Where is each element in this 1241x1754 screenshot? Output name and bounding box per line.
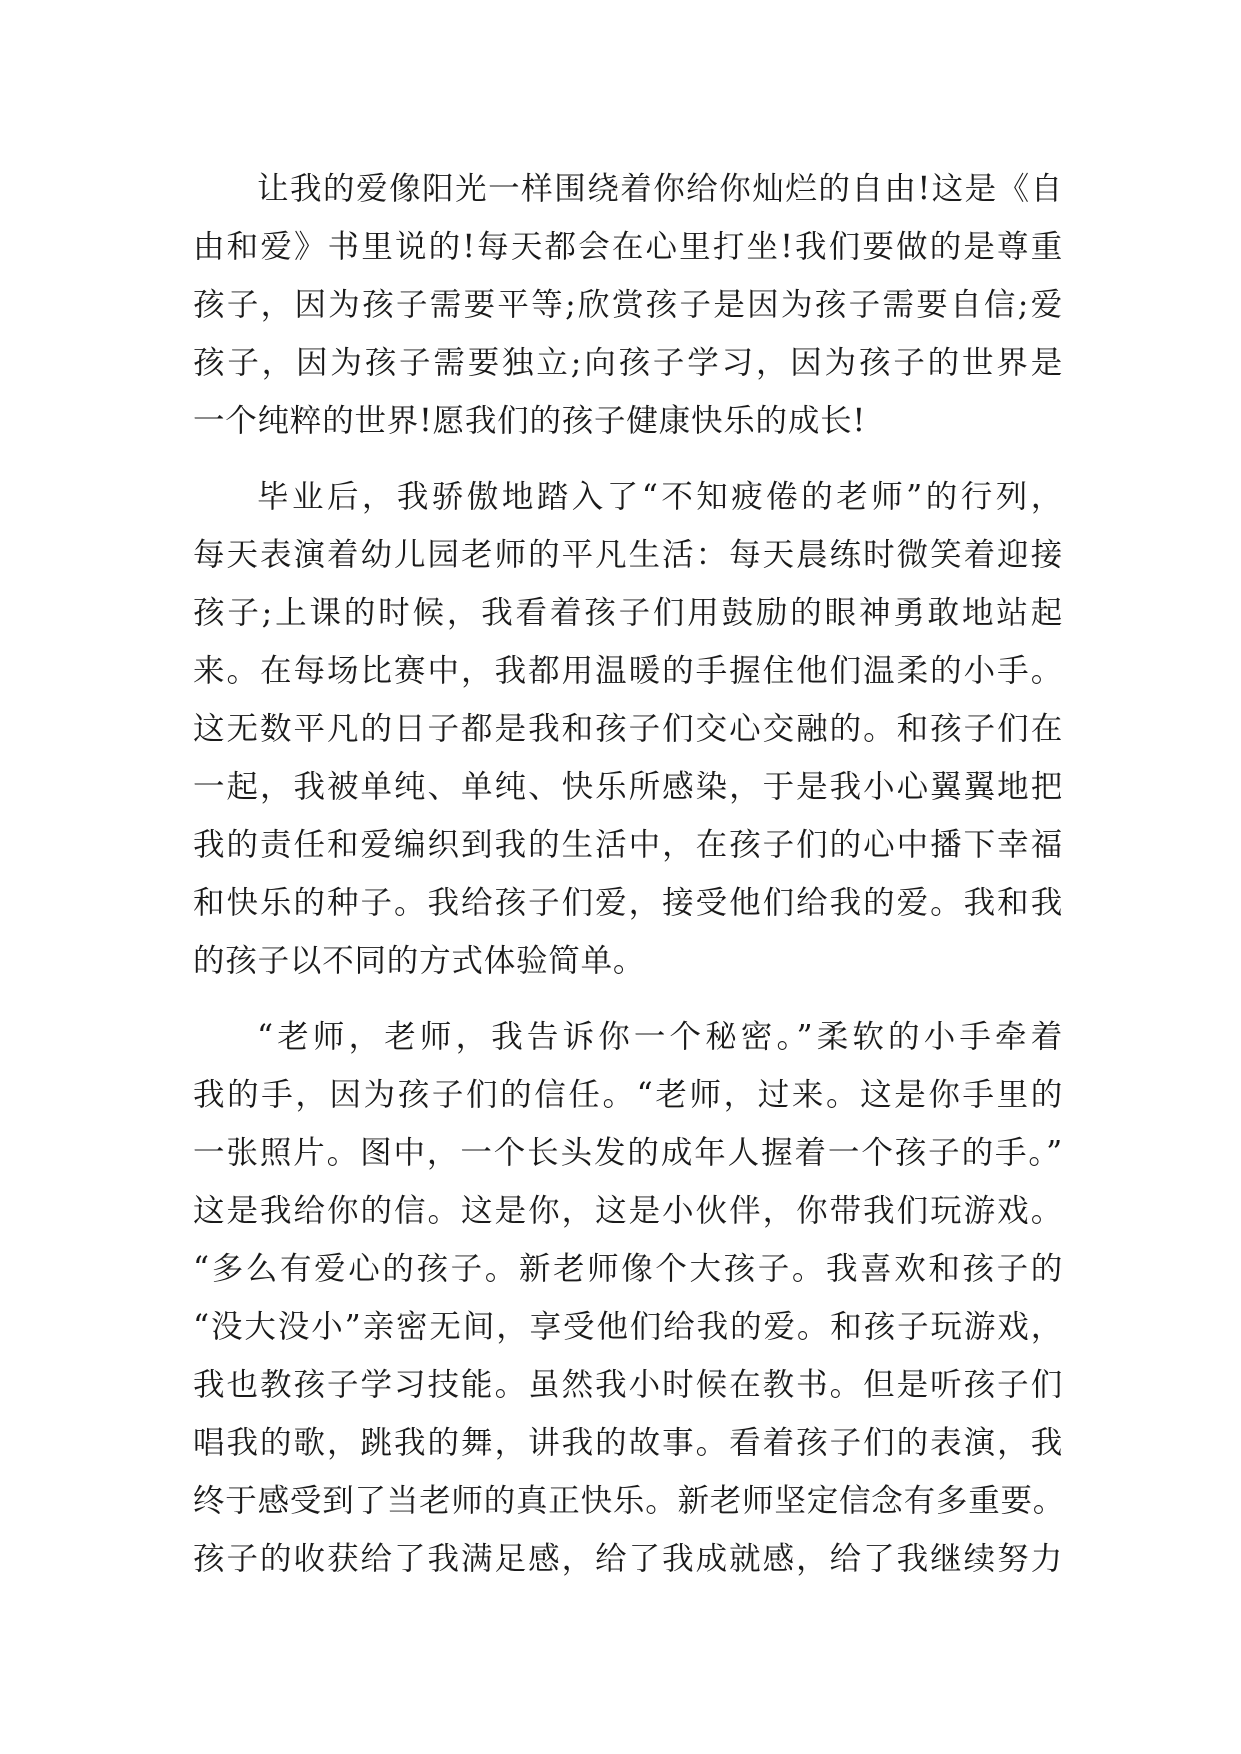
paragraph-3-line-1: “老师，老师，我告诉你一个秘密。”柔软的小手牵着 [257,1019,1063,1055]
paragraph-2-line-5: 这无数平凡的日子都是我和孩子们交心交融的。和孩子们在 [193,711,1063,747]
paragraph-2-line-3: 孩子;上课的时候，我看着孩子们用鼓励的眼神勇敢地站起 [193,595,1063,631]
paragraph-3-line-8: 唱我的歌，跳我的舞，讲我的故事。看着孩子们的表演，我 [193,1425,1063,1461]
paragraph-3-line-2: 我的手，因为孩子们的信任。“老师，过来。这是你手里的 [193,1077,1063,1113]
paragraph-3-line-5: “多么有爱心的孩子。新老师像个大孩子。我喜欢和孩子的 [193,1251,1063,1287]
paragraph-2-line-9: 的孩子以不同的方式体验简单。 [193,943,646,979]
paragraph-3-line-4: 这是我给你的信。这是你，这是小伙伴，你带我们玩游戏。 [193,1193,1063,1229]
paragraph-3-line-9: 终于感受到了当老师的真正快乐。新老师坚定信念有多重要。 [193,1483,1066,1519]
document-body [193,160,1066,1588]
paragraph-3-line-3: 一张照片。图中，一个长头发的成年人握着一个孩子的手。” [193,1135,1063,1171]
paragraph-1-line-1: 让我的爱像阳光一样围绕着你给你灿烂的自由!这是《自 [257,171,1063,207]
paragraph-1-line-5: 一个纯粹的世界!愿我们的孩子健康快乐的成长! [193,403,866,439]
paragraph-2-line-2: 每天表演着幼儿园老师的平凡生活：每天晨练时微笑着迎接 [193,537,1063,573]
paragraph-3-line-7: 我也教孩子学习技能。虽然我小时候在教书。但是听孩子们 [193,1367,1063,1403]
paragraph-2-line-1: 毕业后，我骄傲地踏入了“不知疲倦的老师”的行列， [257,479,1063,515]
paragraph-2-line-7: 我的责任和爱编织到我的生活中，在孩子们的心中播下幸福 [193,827,1063,863]
paragraph-3-line-6: “没大没小”亲密无间，享受他们给我的爱。和孩子玩游戏， [193,1309,1063,1345]
paragraph-1-line-2: 由和爱》书里说的!每天都会在心里打坐!我们要做的是尊重 [193,229,1063,265]
paragraph-2-line-4: 来。在每场比赛中，我都用温暖的手握住他们温柔的小手。 [193,653,1063,689]
paragraph-2-line-8: 和快乐的种子。我给孩子们爱，接受他们给我的爱。我和我 [193,885,1063,921]
paragraph-1-line-4: 孩子，因为孩子需要独立;向孩子学习，因为孩子的世界是 [193,345,1063,381]
paragraph-3-line-10: 孩子的收获给了我满足感，给了我成就感，给了我继续努力 [193,1541,1063,1577]
paragraph-2-line-6: 一起，我被单纯、单纯、快乐所感染，于是我小心翼翼地把 [193,769,1063,805]
paragraph-1-line-3: 孩子，因为孩子需要平等;欣赏孩子是因为孩子需要自信;爱 [193,287,1063,323]
